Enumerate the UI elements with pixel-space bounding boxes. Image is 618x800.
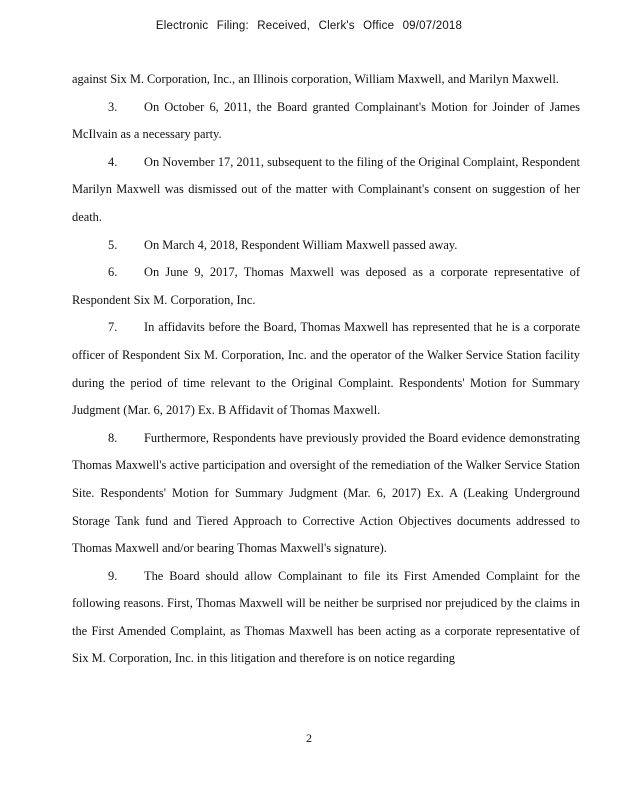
paragraph-6 [72, 259, 580, 314]
paragraph-number: 6. [108, 265, 118, 280]
paragraph-5 [72, 232, 580, 260]
paragraph-text: On November 17, 2011, subsequent to the filing of the Original Complaint, Respondent Marilyn Maxwell was dismissed out of the matter with Complainant's consent on suggestion of her death. [72, 154, 580, 224]
paragraph-number: 7. [108, 320, 118, 335]
paragraph-8 [72, 425, 580, 563]
continuation-paragraph: against Six M. Corporation, Inc., an Illinois corporation, William Maxwell, and Marilyn Maxwell. [72, 72, 559, 86]
page-number: 2 [306, 731, 312, 745]
paragraph-text: Furthermore, Respondents have previously provided the Board evidence demonstrating Thomas Maxwell's active participation and oversight of the remediation of the Walker Service Station Site. Respondents' Motion for Summary Judgment (Mar. 6, 2017) Ex. A (Leaking Underground Storage Tank fund and Tiered Approach to Corrective Action Objectives documents addressed to Thomas Maxwell and/or bearing Thomas Maxwell's signature). [72, 430, 580, 556]
paragraph-text: On March 4, 2018, Respondent William Maxwell passed away. [144, 237, 458, 252]
paragraph-number: 3. [108, 99, 118, 114]
paragraph-number: 4. [108, 154, 118, 169]
paragraph-text: On June 9, 2017, Thomas Maxwell was deposed as a corporate representative of Respondent Six M. Corporation, Inc. [72, 265, 580, 307]
paragraph-text: In affidavits before the Board, Thomas Maxwell has represented that he is a corporate officer of Respondent Six M. Corporation, Inc. and the operator of the Walker Service Station facility during the period of time relevant to the Original Complaint. Respondents' Motion for Summary Judgment (Mar. 6, 2017) Ex. B Affidavit of Thomas Maxwell. [72, 320, 580, 418]
paragraph-number: 9. [108, 568, 118, 583]
paragraph-7 [72, 314, 580, 424]
paragraph-4 [72, 149, 580, 232]
paragraph-9 [72, 563, 580, 673]
paragraph-3 [72, 94, 580, 149]
paragraph-text: On October 6, 2011, the Board granted Complainant's Motion for Joinder of James McIlvain as a necessary party. [72, 99, 580, 142]
paragraph-number: 5. [108, 237, 118, 252]
paragraph-number: 8. [108, 430, 118, 445]
document-body [72, 66, 580, 673]
paragraph-text: The Board should allow Complainant to file its First Amended Complaint for the following reasons. First, Thomas Maxwell will be neither be surprised nor prejudiced by the claims in the First Amended Complaint, as Thomas Maxwell has been acting as a corporate representative of Six M. Corporation, Inc. in this litigation and therefore is on notice regarding [72, 568, 580, 666]
filing-stamp-header: Electronic Filing: Received, Clerk's Office 09/07/2018 [155, 20, 463, 32]
